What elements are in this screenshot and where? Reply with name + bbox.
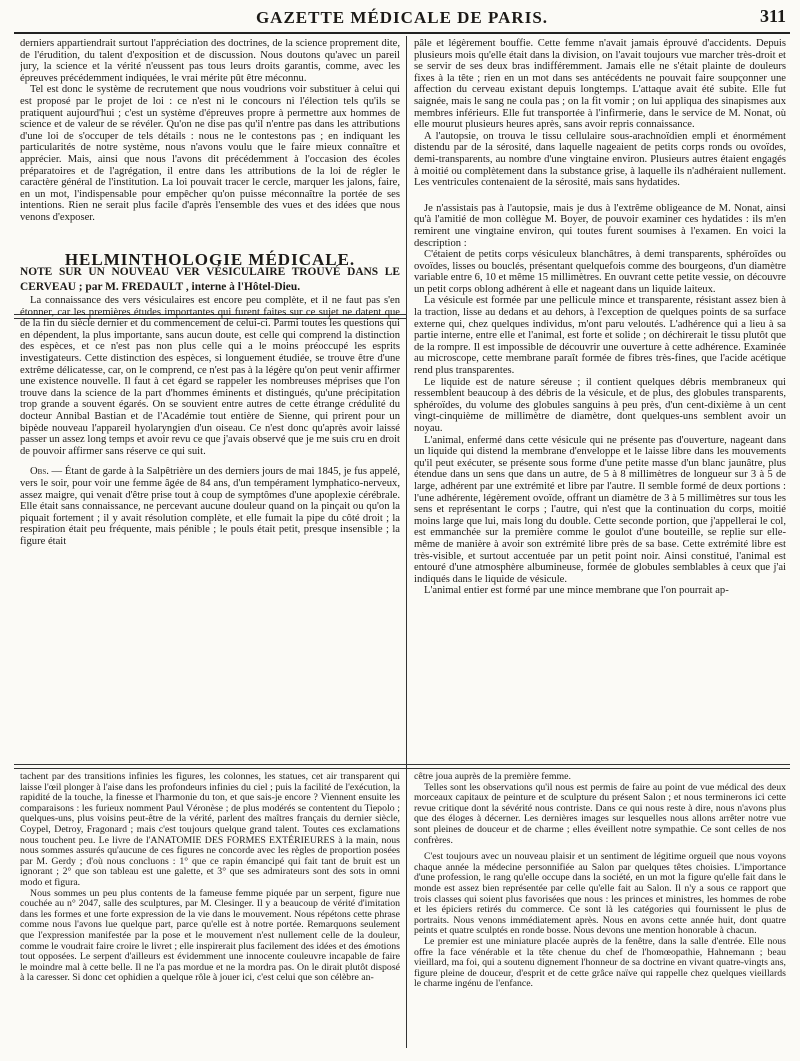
top-left-column — [20, 38, 400, 762]
section-divider-rule — [14, 768, 790, 769]
page-header — [14, 6, 790, 34]
top-right-column — [414, 38, 786, 762]
paragraph: Nous sommes un peu plus contents de la fameuse femme piquée par un serpent, figure nue couchée au n° 2047, salle des sculptures, par M. Clesinger. Il y a beaucoup de vérité d'imitation dans les formes et une forte expression de la vie dans le mouvement. Nous répétons cette phrase comme nous l'avons lue quelque part, parce qu'elle est à notre portée. Remarquons seulement que l'expression manifestée par la pose et le mouvement n'est nullement celle de la douleur, comme le voudrait faire croire le livret ; elle inspirerait plus facilement des idées et des émotions tout opposées. Le serpent d'ailleurs est évidemment une innocente couleuvre incapable de faire le moindre mal à cette belle. Il ne l'a pas mordue et ne la mordra pas. On le dirait plutôt disposé à la caresser. Si donc cet ophidien a quelque rôle à jouer ici, c'est celui que son célèbre an- — [20, 887, 400, 984]
paragraph: C'est toujours avec un nouveau plaisir et un sentiment de légitime orgueil que nous voyons chaque année la médecine personnifiée au Salon par quelques têtes choisies. L'importance d'une profession, le rang qu'elle occupe dans la société, en un mot la figure qu'elle fait dans le monde est assez bien représentée par celle qu'elle fait au Salon. Il n'y a sous ce rapport que trois classes qui soient plus favorisées que nous : les princes et ministres, les hommes de robe et les épiciers retirés du commerce. Ce sont là les catégories qui fournissent le plus de portraits. Nous venons immédiatement après. Nous en avons cette année huit, dont quatre peints et quatre sculptés en ronde bosse. Nous devons une mention honorable à chacun. — [414, 851, 786, 937]
paragraph: tachent par des transitions infinies les figures, les colonnes, les statues, cet air transparent qui laisse l'œil plonger à l'aise dans les profondeurs infinies du ciel ; puis la facilité de l'exécution, la rapidité de la touche, la finesse et l'harmonie du ton, et que sais-je encore ? Viennent ensuite les comparaisons : les furieux nomment Paul Véronèse ; de plus modérés se contentent du Tiepolo ; quelques-uns, plus voisins peut-être de la vérité, parlent des maîtres français du dernier siècle, Coypel, Detroy, Fragonard ; mais c'est toujours quelque grand talent. Toutes ces exclamations nous touchent peu. Le livre de l'ANATOMIE DES FORMES EXTÉRIEURES à la main, nous nous sommes assurés qu'aucune de ces figures ne concorde avec les règles de proportion posées par M. Gerdy ; d'où nous concluons : 1° que ce rapin émancipé qui fait tant de bruit est un ignorant ; 2° que son tableau est une galette, et 3° que ses admirateurs sont des sots in omni modo et figura. — [20, 772, 400, 888]
paragraph: cêtre joua auprès de la première femme. — [414, 772, 571, 782]
paragraph: La vésicule est formée par une pellicule mince et transparente, résistant assez bien à la traction, lisse au dedans et au dehors, à l'exception de quelques points de sa surface externe qui, chez quelques individus, m'ont paru veloutés. L'adhérence qui a lieu à sa partie interne, entre elle et l'animal, est forte et solide ; on déchirerait le tissu plutôt que de la rompre. Il est impossible de découvrir une ouverture à cette adhérence. Examinée au microscope, cette membrane paraît formée de fibres très-fines, que l'acide acétique rend plus transparentes. — [414, 295, 786, 377]
observation-label: Obs. — — [30, 466, 63, 478]
journal-title: GAZETTE MÉDICALE DE PARIS. — [255, 8, 549, 27]
paragraph: L'animal entier est formé par une mince membrane que l'on pourrait ap- — [424, 585, 729, 597]
section-divider-rule — [14, 764, 790, 765]
paragraph: pâle et légèrement bouffie. Cette femme n'avait jamais éprouvé d'accidents. Depuis plusieurs mois qu'elle était dans la division, on l'avait toujours vue marcher très-droit et se servir de ses deux bras indifféremment. Jamais elle ne s'était plainte de douleurs fixes à la tête ; rien en un mot dans ses antécédents ne pouvait faire soupçonner une affection du cerveau existant depuis longtemps. L'attaque avait été subite. Elle fut saignée, mais le sang ne coula pas ; on la fit vomir ; on lui appliqua des sinapismes aux membres inférieurs. Elle fut transportée à l'infirmerie, dans le service de M. Nonat, où elle mourut plusieurs heures après, sans avoir repris connaissance. — [414, 38, 786, 131]
column-rule — [406, 36, 407, 1048]
paragraph: Le liquide est de nature séreuse ; il contient quelques débris membraneux qui ressemblent beaucoup à des débris de la vésicule, et de plus, des globules transparents, sphéroïdes, du volume des globules sanguins à peu près, d'un cent-dixième à un cent vingt-cinquième de millimètre de diamètre, dont quelques-uns semblent avoir un noyau. — [414, 376, 786, 434]
paragraph: L'animal, enfermé dans cette vésicule qui ne présente pas d'ouverture, nageant dans un liquide qui distend la membrane d'enveloppe et le laisse libre dans les mouvements qu'il peut exécuter, se présente sous forme d'une petite masse d'un blanc jaunâtre, plus étendue dans un sens que dans un autre, de 5 à 8 millimètres de longueur sur 3 à 5 de large, adhérent par une extrémité et libre par l'autre. Il semble formé de deux portions : l'une adhérente, légèrement ovoïde, offrant un diamètre de 3 à 5 millimètres sur tous les sens et représentant le corps ; l'autre, qui n'est que la continuation du corps, moitié moins large que lui, mais long du double. Cette seconde portion, que j'appellerai le col, est emmanchée sur la première comme le goulot d'une bouteille, se replie sur elle-même de manière à avoir son extrémité libre près de sa base. Cette extrémité libre est très-visible, et surtout accentuée par un petit point noir. Ainsi constitué, l'animal est entouré d'une atmosphère albumineuse, formée de globules semblables à ceux que j'ai indiqués dans le liquide de vésicule. — [414, 434, 786, 585]
paragraph: La connaissance des vers vésiculaires est encore peu complète, et il ne faut pas s'en étonner, car les premières études importantes qui furent faites sur ce sujet ne datent que de la fin du siècle dernier et du commencement de celui-ci. Parmi toutes les questions qui en dépendent, la plus importante, sans aucun doute, est celle qui comprend la distinction des espèces, et ce n'est pas non plus celle qui a le moins préoccupé les esprits investigateurs. Cette distinction des espèces, si longuement étudiée, se trouve être d'une extrême délicatesse, car, on le comprend, ce n'est pas à la légère qu'on peut venir affirmer une existence nouvelle. Il faut à cet égard se rappeler les nombreuses méprises que l'on trouve dans la science de la part d'hommes éminents et distingués, qu'une précipitation trop grande a souvent égarés. On se souvient entre autres de cette étrange crédulité du docteur Annibal Bastian et de l'Académie tout entière de Sienne, qui prirent pour un bipède nouveau l'appareil hyolaryngien d'un oiseau. Ce n'est donc qu'après avoir laissé passer un assez long temps et avoir revu ce que j'avais observé que je me suis cru en droit de pouvoir affirmer sans réserve ce qui suit. — [20, 295, 400, 457]
page-number: 311 — [759, 6, 786, 26]
paragraph: A l'autopsie, on trouva le tissu cellulaire sous-arachnoïdien empli et énormément distendu par de la sérosité, dans laquelle nageaient de petits corps ronds ou ovoïdes, demi-transparents, au nombre d'une vingtaine environ. Plusieurs autres étaient engagés à moitié ou complètement dans la substance grise, à laquelle ils n'adhéraient nullement. Les ventricules contenaient de la sérosité, mais sans hydatides. — [414, 130, 786, 189]
article-subtitle: NOTE SUR UN NOUVEAU VER VÉSICULAIRE TROUVÉ DANS LE CERVEAU ; par M. FREDAULT , interne à l'Hôtel-Dieu. — [20, 266, 400, 294]
paragraph: C'étaient de petits corps vésiculeux blanchâtres, à demi transparents, sphéroïdes ou ovoïdes, lisses ou bouclés, présentant quelquefois comme des bourgeons, d'un diamètre variable entre 6, 10 et même 15 millimètres. En ouvrant cette petite vessie, on découvre un petit corps oblong adhérent à elle et nageant dans un liquide laiteux. — [414, 249, 786, 295]
observation-text: Étant de garde à la Salpêtrière un des derniers jours de mai 1845, je fus appelé, vers le soir, pour voir une femme âgée de 84 ans, d'un tempérament lymphatico-nerveux, assez maigre, qui venait d'être prise tout à coup de symptômes d'une apoplexie cérébrale. Elle était sans connaissance, ne percevant aucune douleur quand on la pinçait ou qu'on la piquait fortement ; il y avait résolution complète, et elle fumait la pipe du côté droit ; la respiration était peu fréquente, mais pénible ; le pouls était petit, presque insensible ; la figure était — [20, 466, 400, 547]
section-title: HELMINTHOLOGIE MÉDICALE. — [64, 249, 356, 269]
bottom-left-column — [20, 772, 400, 1056]
paragraph: Tel est donc le système de recrutement que nous voudrions voir substituer à celui qui est proposé par le projet de loi : ce n'est ni le concours ni l'élection tels qu'ils se pratiquent aujourd'hui ; c'est un système d'épreuves propre à permettre aux hommes de science et de valeur de se révéler. Qu'on ne dise pas qu'il n'entre pas dans les attributions d'une loi de s'occuper de tels détails : nous ne le contestons pas ; en indiquant les particularités de notre système, nous n'avons voulu que le faire mieux connaître et apprécier. Mais, ainsi que nous l'avons dit précédemment à l'occasion des écoles préparatoires et de l'agrégation, il entre dans les attributions de la loi de régler le caractère général de l'institution. La loi pouvait tracer le cercle, marquer les jalons, faire, en un mot, l'indispensable pour empêcher qu'on puisse méconnaître la portée de ses intentions. Rien ne serait plus facile d'après l'ensemble des vues et des idées que nous venons d'exposer. — [20, 84, 400, 223]
paragraph: Je n'assistais pas à l'autopsie, mais je dus à l'extrême obligeance de M. Nonat, ainsi qu'à l'amitié de mon collègue M. Boyer, de pouvoir examiner ces hydatides : ils m'en remirent une vingtaine environ, qui toutes furent soumises à l'examen. En voici la description : — [414, 202, 786, 249]
paragraph — [20, 466, 400, 547]
bottom-right-column — [414, 772, 786, 1056]
paragraph: Telles sont les observations qu'il nous est permis de faire au point de vue médical des deux morceaux capitaux de peinture et de sculpture du présent Salon ; et nous terminerons ici cette revue critique dont la sévérité nous contriste. Dans ce qui nous reste à dire, nous n'avons plus que des éloges à décerner. Les dernières images sur lesquelles nous allons arrêter notre vue sont pleines de douceur et de charme ; elles éveillent notre sympathie. Ce sont celles de nos confrères. — [414, 781, 786, 846]
paragraph: Le premier est une miniature placée auprès de la fenêtre, dans la salle d'entrée. Elle nous offre la face vénérable et la tête chenue du chef de l'homœopathie, Hahnemann ; beau vieillard, ma foi, qui a soutenu dignement l'honneur de sa doctrine en vivant quatre-vingts ans, figure pleine de douceur, d'esprit et de cette grâce naïve qui rappelle chez quelques vieillards le charme ingénu de l'enfance. — [414, 935, 786, 990]
paragraph: derniers appartiendrait surtout l'appréciation des doctrines, de la science proprement dite, de l'érudition, du talent d'exposition et de discussion. Nous doutons qu'avec un pareil jury, la science et la vérité n'eussent pas tous leurs droits garantis, comme, avec les épreuves précédemment indiquées, le vrai mérite pût être méconnu. — [20, 38, 400, 84]
